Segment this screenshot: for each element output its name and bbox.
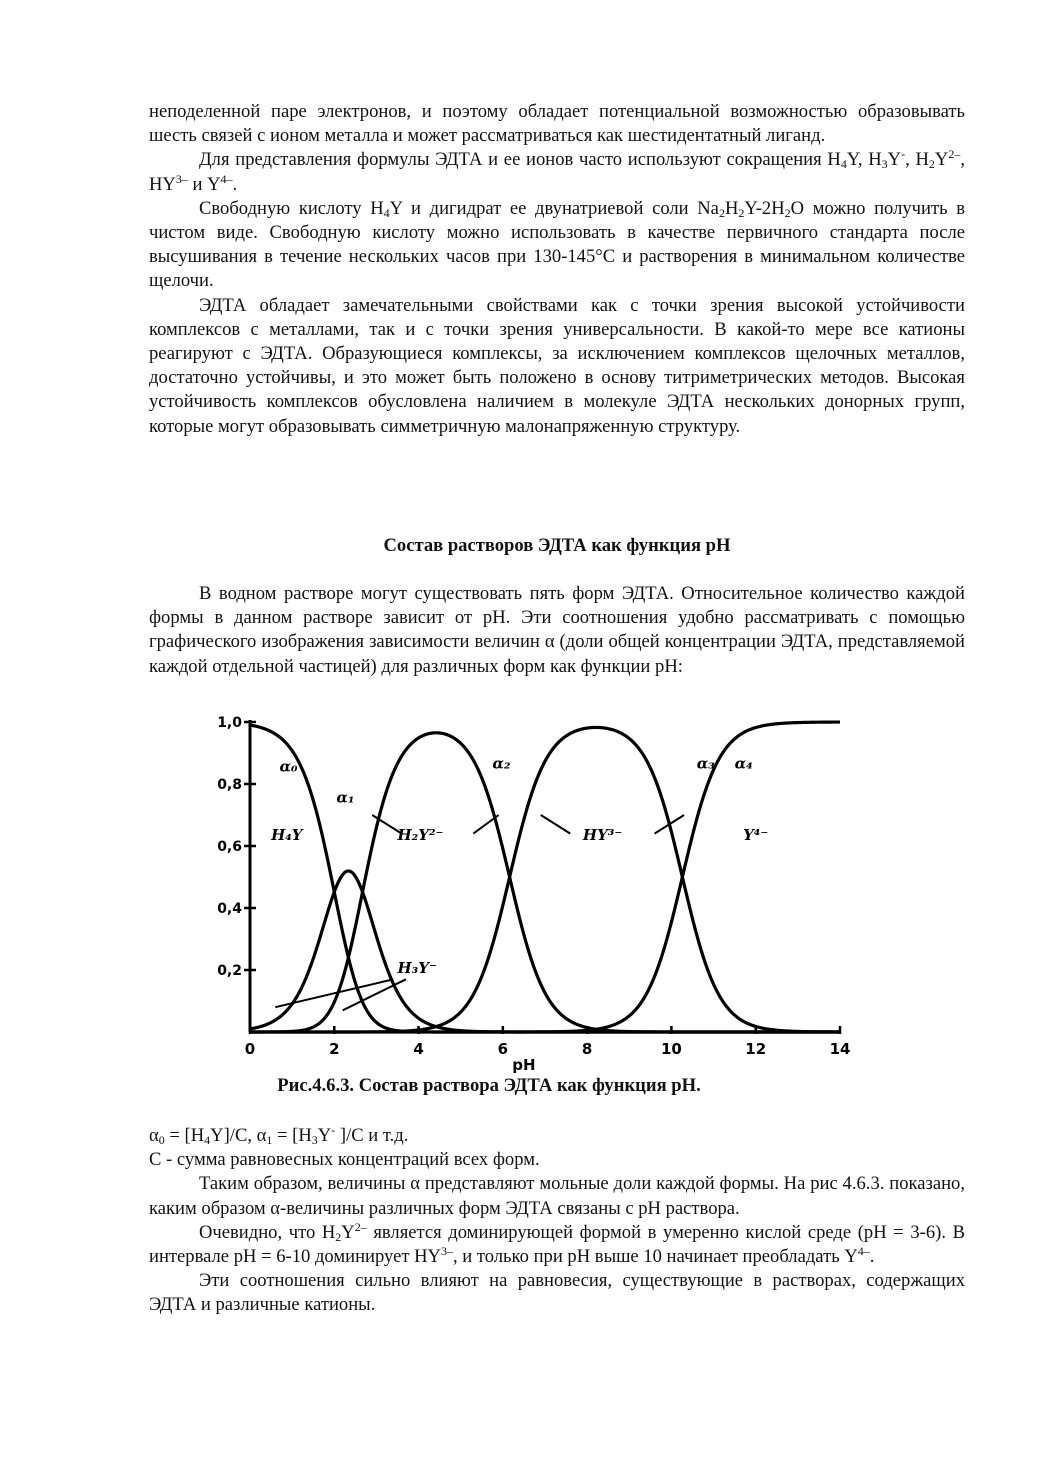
x-tick-label: 10: [660, 1040, 682, 1058]
x-tick-label: 6: [497, 1040, 509, 1058]
sum-definition: C - сумма равновесных концентраций всех форм.: [149, 1149, 540, 1171]
paragraph-1: неподеленной паре электронов, и поэтому обладает потенциальной возможностью образовывать шесть связей с ионом металла и может рассматриваться как шестидентатный лиганд.: [149, 101, 965, 147]
alpha1-label: α₁: [336, 788, 355, 807]
alpha3-label: α₃: [696, 754, 715, 773]
top-text-block: [149, 100, 965, 439]
x-axis-label: pH: [512, 1056, 536, 1074]
intro-paragraph: В водном растворе могут существовать пять форм ЭДТА. Относительное количество каждой формы в данном растворе зависит от pH. Эти соотношения удобно рассматривать с помощью графического изображения зависимости величин α (доли общей концентрации ЭДТА, представляемой каждой отдельной частицей) для различных форм как функции pH:: [149, 583, 965, 677]
x-tick-label: 8: [581, 1040, 593, 1058]
paragraph-7: Эти соотношения сильно влияют на равновесия, существующие в растворах, содержащих ЭДТА и различные катионы.: [149, 1270, 965, 1316]
y-tick-label: 1,0: [217, 715, 242, 731]
hy-leader-line: [541, 815, 571, 834]
paragraph-2: Для представления формулы ЭДТА и ее ионов часто используют сокращения $H_4Y$, $H_3Y^-$, $H_2Y^{2-}$, $HY^{3-}$ и $Y^{4-}$.: [149, 147, 966, 195]
figure-caption: Рис.4.6.3. Состав раствора ЭДТА как функция pH.: [277, 1075, 701, 1096]
paragraph-3: Свободную кислоту $H_4Y$ и дигидрат ее двунатриевой соли $Na_2H_2Y-2H_2O$ можно получить в чистом виде. Свободную кислоту можно использовать в качестве первичного стандарта после высушивания в течение нескольких часов при 130-145°C и растворения в минимальном количестве щелочи.: [149, 197, 965, 292]
h3y-label: H₃Y⁻: [397, 959, 437, 978]
chart-axes: [217, 715, 850, 1074]
y-tick-label: 0,6: [217, 839, 242, 855]
paragraph-5: Таким образом, величины α представляют мольные доли каждой формы. На рис 4.6.3. показано, каким образом α-величины различных форм ЭДТА связаны с pH раствора.: [149, 1173, 965, 1219]
x-tick-label: 14: [829, 1040, 850, 1058]
bottom-text-block: [149, 1124, 965, 1318]
alpha-definition: $\alpha_0 = [H_4Y]/C$, $\alpha_1 = [H_3Y^-$ ]/C и т.д.: [149, 1123, 409, 1147]
alpha4-label: α₄: [734, 754, 753, 773]
paragraph-4: ЭДТА обладает замечательными свойствами как с точки зрения высокой устойчивости комплексов с металлами, так и с точки зрения универсальности. В какой-то мере все катионы реагируют с ЭДТА. Образующиеся комплексы, за исключением комплексов щелочных металлов, достаточно устойчивы, и это может быть положено в основу титриметрических методов. Высокая устойчивость комплексов обусловлена наличием в молекуле ЭДТА нескольких донорных групп, которые могут образовывать симметричную малонапряженную структуру.: [149, 294, 965, 437]
paragraph-6: Очевидно, что $H_2Y^{2-}$ является доминирующей формой в умеренно кислой среде (pH = 3-6). В интервале pH = 6-10 доминирует $HY^{3-}$, и только при pH выше 10 начинает преобладать $Y^{4-}$.: [149, 1219, 965, 1268]
alpha2-label: α₂: [492, 754, 511, 773]
y-tick-label: 0,8: [217, 777, 242, 793]
hy-leader-line-2: [655, 815, 685, 834]
h2y-leader-line: [473, 815, 498, 834]
hy3-label: HY³⁻: [582, 825, 623, 844]
y-tick-label: 0,2: [217, 963, 242, 979]
y4-label: Y⁴⁻: [743, 825, 769, 844]
x-tick-label: 4: [413, 1040, 424, 1058]
intro-block: [149, 582, 965, 679]
section-heading: Состав растворов ЭДТА как функция pH: [383, 535, 731, 556]
h2y2-label: H₂Y²⁻: [397, 825, 444, 844]
x-tick-label: 0: [244, 1040, 256, 1058]
alpha0-label: α₀: [279, 757, 298, 776]
edta-alpha-chart: [200, 710, 850, 1080]
h4y-label: H₄Y: [271, 825, 303, 844]
x-tick-label: 12: [745, 1040, 767, 1058]
x-tick-label: 2: [329, 1040, 340, 1058]
series-curve-α1: [250, 871, 840, 1032]
y-tick-label: 0,4: [217, 901, 242, 917]
